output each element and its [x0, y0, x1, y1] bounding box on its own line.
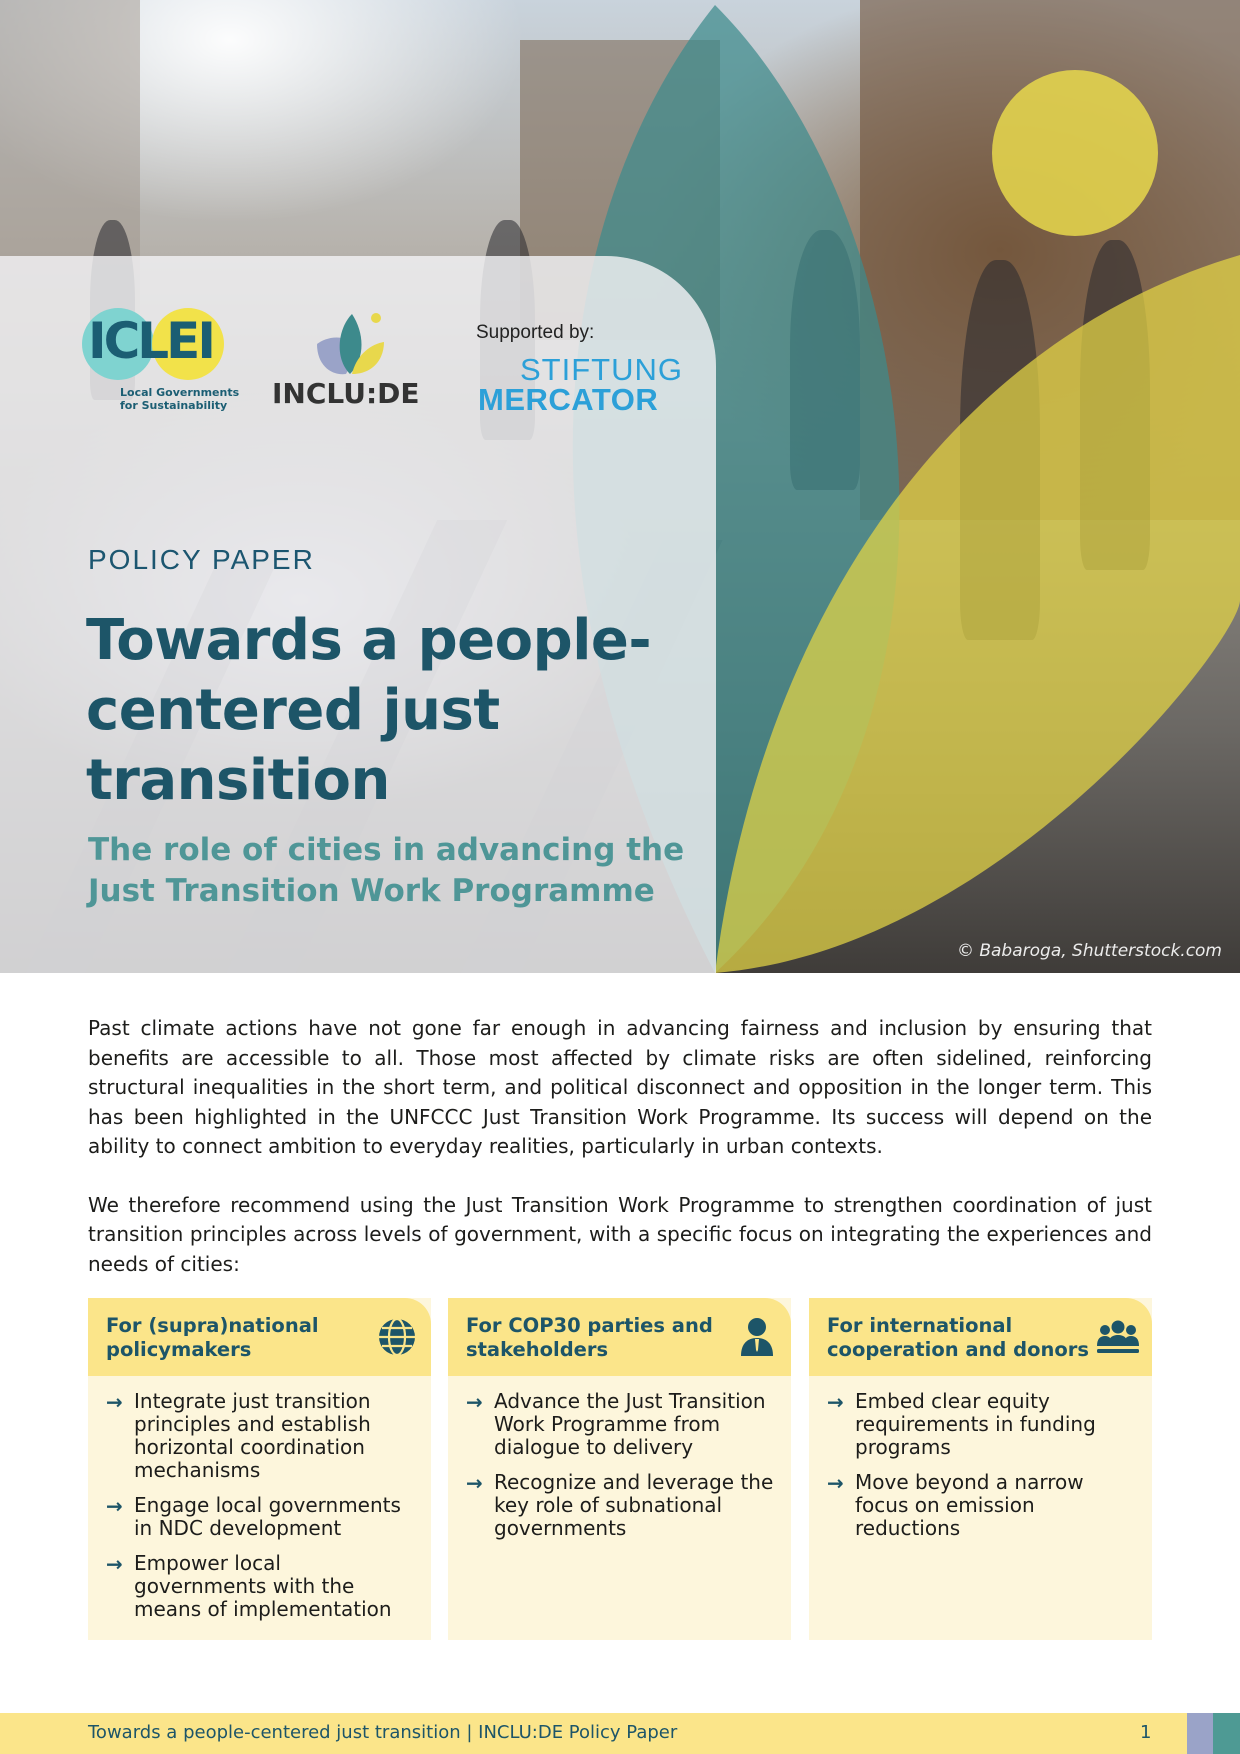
- list-item: → Embed clear equity requirements in funding programs: [827, 1389, 1096, 1459]
- group-icon: [1096, 1316, 1140, 1358]
- supported-by-label: Supported by:: [476, 322, 595, 343]
- stiftung-wordmark: STIFTUNG: [520, 352, 683, 387]
- list-item: → Recognize and leverage the key role of subnational governments: [466, 1470, 774, 1540]
- arrow-right-icon: →: [106, 1494, 123, 1518]
- intro-paragraph: Past climate actions have not gone far enough in advancing fairness and inclusion by ensuring that benefits are accessible to all. Those most affected by climate risks are often sidelined, reinforcing structural inequalities in the short term, and political disconnect and opposition in the longer term. This has been highlighted in the UNFCCC Just Transition Work Programme. Its success will depend on the ability to connect ambition to everyday realities, particularly in urban contexts.: [88, 1016, 1152, 1158]
- yellow-circle: [992, 70, 1158, 236]
- card-title: For COP30 parties and stakeholders: [466, 1314, 713, 1361]
- page-number: 1: [1140, 1722, 1152, 1743]
- card-header: [88, 1298, 431, 1376]
- arrow-right-icon: →: [466, 1471, 483, 1495]
- page-title: Towards a people-centered just transition: [86, 608, 652, 813]
- include-leaf-icon: [312, 308, 392, 378]
- list-item: → Advance the Just Transition Work Programme from dialogue to delivery: [466, 1389, 766, 1459]
- arrow-right-icon: →: [106, 1390, 123, 1414]
- arrow-right-icon: →: [827, 1471, 844, 1495]
- page-footer: [0, 1713, 1240, 1754]
- include-logo: [272, 306, 432, 416]
- mercator-wordmark: MERCATOR: [478, 382, 659, 417]
- list-item: → Empower local governments with the means of implementation: [106, 1551, 392, 1621]
- photo-credit: © Babaroga, Shutterstock.com: [956, 941, 1222, 961]
- arrow-right-icon: →: [466, 1390, 483, 1414]
- card-title: For (supra)national policymakers: [106, 1314, 319, 1361]
- document-type: POLICY PAPER: [88, 544, 315, 575]
- footer-accent-teal: [1213, 1713, 1240, 1754]
- globe-icon: [375, 1316, 419, 1358]
- card-header: [809, 1298, 1152, 1376]
- page-subtitle: The role of cities in advancing the Just Transition Work Programme: [88, 832, 685, 909]
- include-wordmark: INCLU:DE: [272, 377, 420, 410]
- person-icon: [735, 1316, 779, 1358]
- intro-text: [88, 1014, 1152, 1279]
- recommendation-card-policymakers: [88, 1298, 431, 1640]
- recommendation-card-donors: [809, 1298, 1152, 1640]
- card-list: [448, 1376, 791, 1540]
- card-list: [809, 1376, 1152, 1540]
- iclei-wordmark: ICLEI: [88, 312, 213, 370]
- intro-paragraph: We therefore recommend using the Just Transition Work Programme to strengthen coordination of just transition principles across levels of government, with a specific focus on integrating the experiences and needs of cities:: [88, 1192, 1152, 1276]
- list-item: → Integrate just transition principles and establish horizontal coordination mechanisms: [106, 1389, 371, 1482]
- list-item: → Engage local governments in NDC development: [106, 1493, 401, 1540]
- recommendation-card-cop30: [448, 1298, 791, 1640]
- card-list: [88, 1376, 431, 1621]
- iclei-logo: [82, 306, 240, 416]
- footer-title: Towards a people-centered just transition | INCLU:DE Policy Paper: [88, 1722, 678, 1743]
- card-title: For international cooperation and donors: [827, 1314, 1090, 1361]
- iclei-tagline: Local Governments for Sustainability: [120, 386, 240, 412]
- arrow-right-icon: →: [106, 1552, 123, 1576]
- footer-accent-lavender: [1187, 1713, 1213, 1754]
- list-item: → Move beyond a narrow focus on emission reductions: [827, 1470, 1084, 1540]
- arrow-right-icon: →: [827, 1390, 844, 1414]
- card-header: [448, 1298, 791, 1376]
